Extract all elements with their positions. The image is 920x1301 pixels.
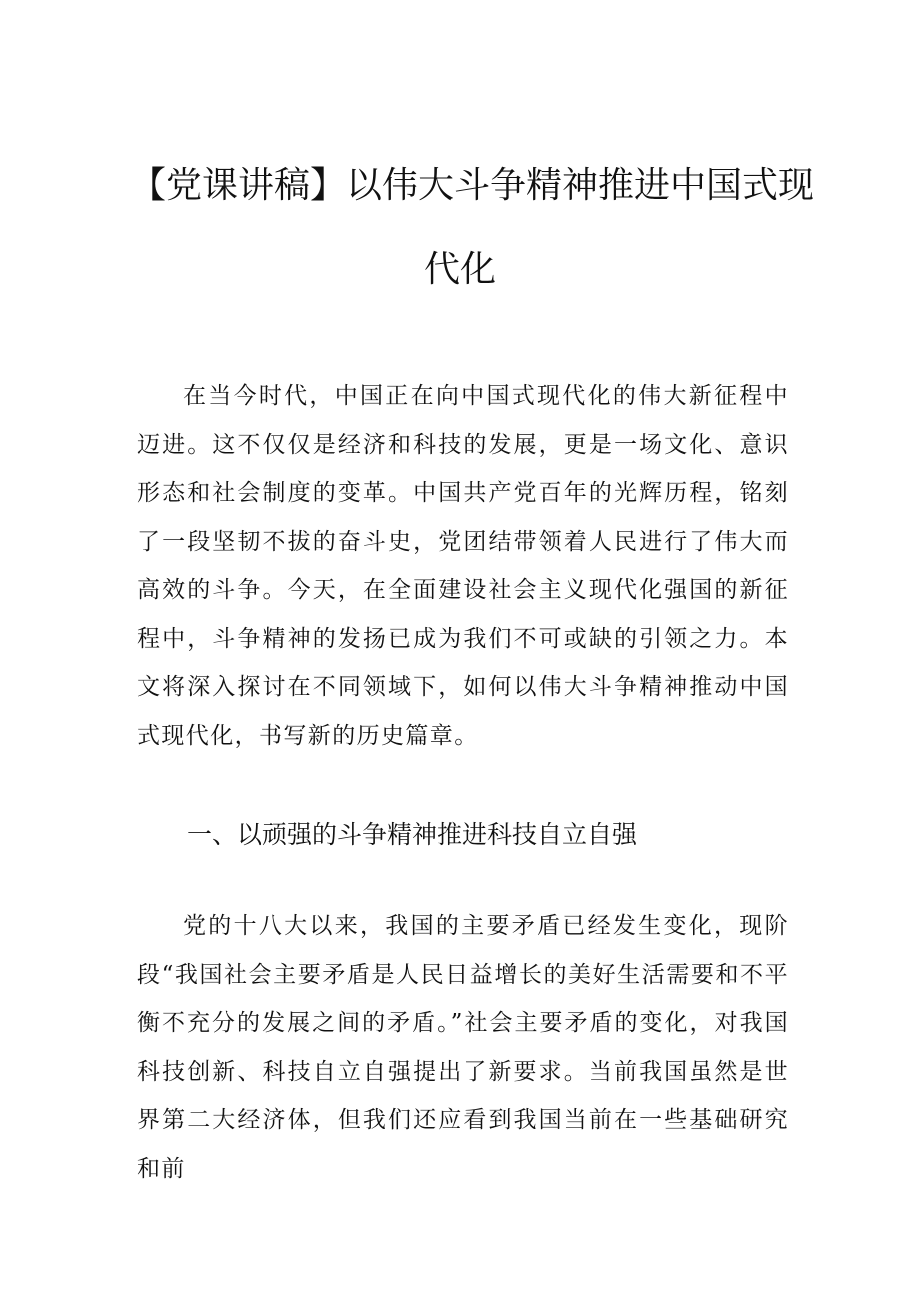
document-title-line-1: 【党课讲稿】以伟大斗争精神推进中国式现 <box>130 165 815 206</box>
document-title-line-2: 代化 <box>423 249 496 290</box>
intro-paragraph: 在当今时代，中国正在向中国式现代化的伟大新征程中迈进。这不仅仅是经济和科技的发展，更是一场文化、意识形态和社会制度的变革。中国共产党百年的光辉历程，铭刻了一段坚韧不拔的奋斗史，党团结带领着人民进行了伟大而高效的斗争。今天，在全面建设社会主义现代化强国的新征程中，斗争精神的发扬已成为我们不可或缺的引领之力。本文将深入探讨在不同领域下，如何以伟大斗争精神推动中国式现代化，书写新的历史篇章。 <box>137 383 789 749</box>
section-1-paragraph: 党的十八大以来，我国的主要矛盾已经发生变化，现阶段“我国社会主要矛盾是人民日益增长的美好生活需要和不平衡不充分的发展之间的矛盾。”社会主要矛盾的变化，对我国科技创新、科技自立自强提出了新要求。当前我国虽然是世界第二大经济体，但我们还应看到我国当前在一些基础研究和前 <box>137 913 789 1182</box>
section-1-heading: 一、以顽强的斗争精神推进科技自立自强 <box>187 820 638 849</box>
